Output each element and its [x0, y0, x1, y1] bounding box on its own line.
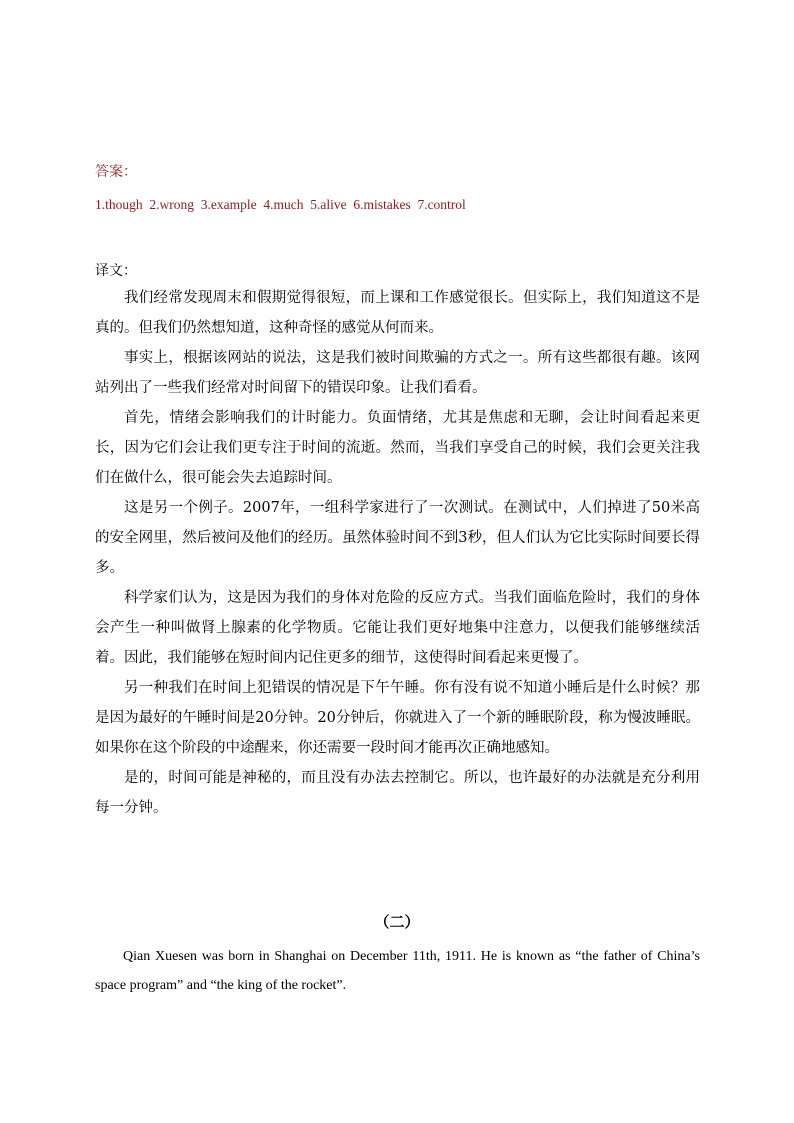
translation-paragraph: 首先，情绪会影响我们的计时能力。负面情绪，尤其是焦虑和无聊，会让时间看起来更长，因为它们会让我们更专注于时间的流逝。然而，当我们享受自己的时候，我们会更关注我们在做什么，很可能会失去追踪时间。: [95, 410, 700, 486]
answer-list: 1.though 2.wrong 3.example 4.much 5.alive 6.mistakes 7.control: [95, 197, 466, 212]
translation-heading: 译文：: [95, 263, 137, 279]
translation-paragraph: 我们经常发现周末和假期觉得很短，而上课和工作感觉很长。但实际上，我们知道这不是真的。但我们仍然想知道，这种奇怪的感觉从何而来。: [95, 290, 700, 336]
translation-body: [95, 283, 700, 823]
translation-paragraph: 是的，时间可能是神秘的，而且没有办法去控制它。所以，也许最好的办法就是充分利用每一分钟。: [95, 770, 700, 816]
translation-paragraph: 事实上，根据该网站的说法，这是我们被时间欺骗的方式之一。所有这些都很有趣。该网站列出了一些我们经常对时间留下的错误印象。让我们看看。: [95, 350, 700, 396]
translation-paragraph: 另一种我们在时间上犯错误的情况是下午午睡。你有没有说不知道小睡后是什么时候？那是因为最好的午睡时间是20分钟。20分钟后，你就进入了一个新的睡眠阶段，称为慢波睡眠。如果你在这个阶段的中途醒来，你还需要一段时间才能再次正确地感知。: [95, 680, 700, 756]
answer-heading: 答案：: [95, 164, 137, 180]
translation-paragraph: 科学家们认为，这是因为我们的身体对危险的反应方式。当我们面临危险时，我们的身体会产生一种叫做肾上腺素的化学物质。它能让我们更好地集中注意力，以便我们能够继续活着。因此，我们能够在短时间内记住更多的细节，这使得时间看起来更慢了。: [95, 590, 700, 666]
translation-paragraph: 这是另一个例子。2007年，一组科学家进行了一次测试。在测试中，人们掉进了50米高的安全网里，然后被问及他们的经历。虽然体验时间不到3秒，但人们认为它比实际时间要长得多。: [95, 500, 700, 576]
english-paragraph: Qian Xuesen was born in Shanghai on December 11th, 1911. He is known as “the father of China’s space program” and “the king of the rocket”.: [95, 949, 700, 993]
section-title: （二）: [374, 913, 420, 931]
